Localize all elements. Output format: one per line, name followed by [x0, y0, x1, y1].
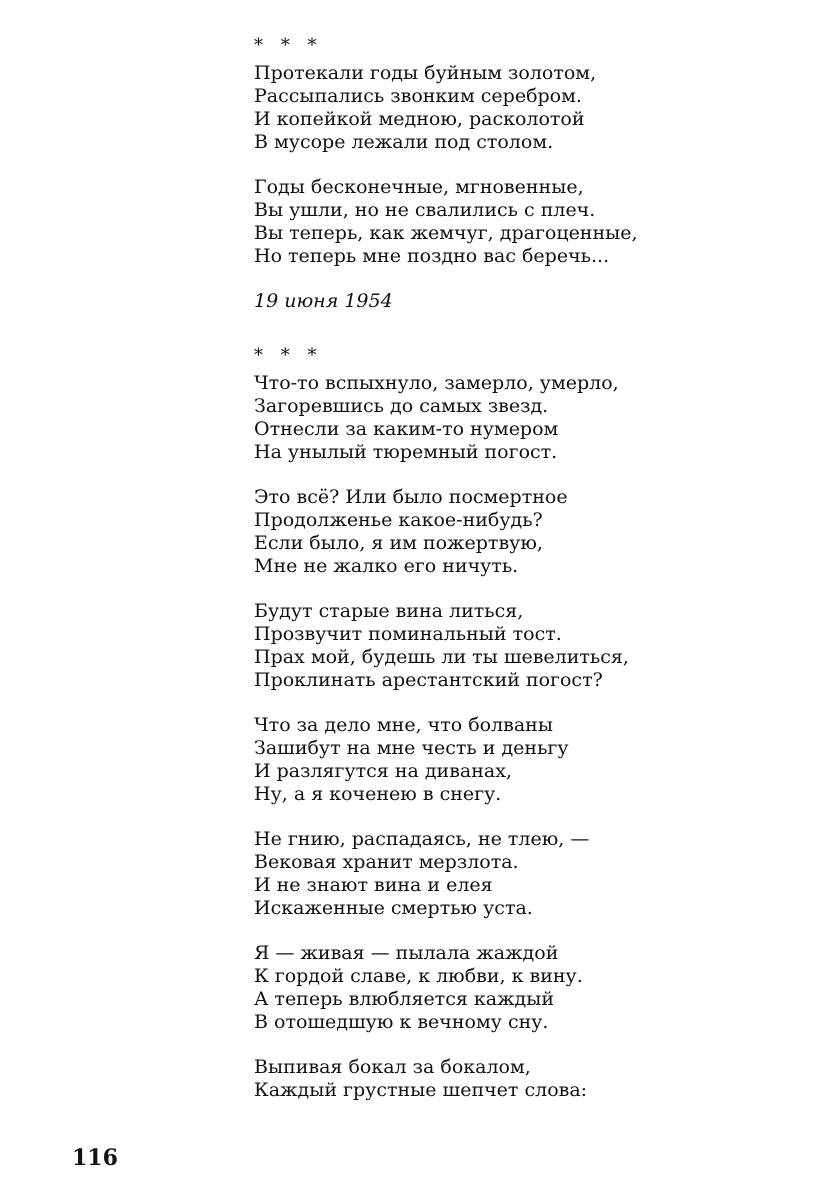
poem-line: Ну, а я коченею в снегу. — [254, 783, 502, 805]
poem-line: В мусоре лежали под столом. — [254, 131, 554, 153]
poem-line: Годы бесконечные, мгновенные, — [254, 176, 584, 198]
poem-line: В отошедшую к вечному сну. — [254, 1011, 549, 1033]
poem-line: Отнесли за каким-то нумером — [254, 418, 559, 440]
poem-2-stanza-5 — [254, 828, 774, 920]
poem-line: Но теперь мне поздно вас беречь... — [254, 245, 610, 267]
poem-line: Загоревшись до самых звезд. — [254, 395, 549, 417]
poem-1-date: 19 июня 1954 — [254, 290, 393, 312]
poem-2 — [254, 344, 774, 1124]
poem-line: Что-то вспыхнуло, замерло, умерло, — [254, 372, 619, 394]
poem-line: И разлягутся на диванах, — [254, 760, 512, 782]
poem-line: Вы теперь, как жемчуг, драгоценные, — [254, 222, 638, 244]
page-number: 116 — [72, 1145, 118, 1171]
poem-line: И не знают вина и елея — [254, 874, 493, 896]
poem-1 — [254, 34, 774, 313]
poem-1-stanza-1 — [254, 62, 774, 154]
poem-2-stanza-2 — [254, 486, 774, 578]
poem-line: Мне не жалко его ничуть. — [254, 555, 519, 577]
poem-line: Это всё? Или было посмертное — [254, 486, 568, 508]
poem-line: На унылый тюремный погост. — [254, 441, 558, 463]
poem-line: И копейкой медною, расколотой — [254, 108, 585, 130]
poem-line: К гордой славе, к любви, к вину. — [254, 965, 583, 987]
poem-line: Не гнию, распадаясь, не тлею, — — [254, 828, 590, 850]
poem-line: Выпивая бокал за бокалом, — [254, 1056, 531, 1078]
poem-line: Вековая хранит мерзлота. — [254, 851, 519, 873]
poem-2-stanza-1 — [254, 372, 774, 464]
poem-line: Если было, я им пожертвую, — [254, 532, 543, 554]
poem-2-ornament: * * * — [254, 345, 323, 366]
poem-line: Искаженные смертью уста. — [254, 897, 533, 919]
poem-line: Протекали годы буйным золотом, — [254, 62, 597, 84]
poem-2-stanza-7 — [254, 1056, 774, 1102]
poem-1-stanza-2 — [254, 176, 774, 268]
poem-line: Проклинать арестантский погост? — [254, 669, 603, 691]
poem-line: Будут старые вина литься, — [254, 600, 524, 622]
poem-2-stanza-4 — [254, 714, 774, 806]
poem-line: Рассыпались звонким серебром. — [254, 85, 582, 107]
poem-line: Вы ушли, но не свалились с плеч. — [254, 199, 596, 221]
poem-line: Каждый грустные шепчет слова: — [254, 1079, 588, 1101]
poem-line: Продолженье какое-нибудь? — [254, 509, 543, 531]
poem-line: Что за дело мне, что болваны — [254, 714, 553, 736]
poem-line: Я — живая — пылала жаждой — [254, 942, 559, 964]
poem-line: Прах мой, будешь ли ты шевелиться, — [254, 646, 629, 668]
poem-2-stanza-3 — [254, 600, 774, 692]
poem-line: А теперь влюбляется каждый — [254, 988, 555, 1010]
poem-2-stanza-6 — [254, 942, 774, 1034]
poem-1-ornament: * * * — [254, 35, 323, 56]
poem-line: Прозвучит поминальный тост. — [254, 623, 562, 645]
poem-line: Зашибут на мне честь и деньгу — [254, 737, 569, 759]
